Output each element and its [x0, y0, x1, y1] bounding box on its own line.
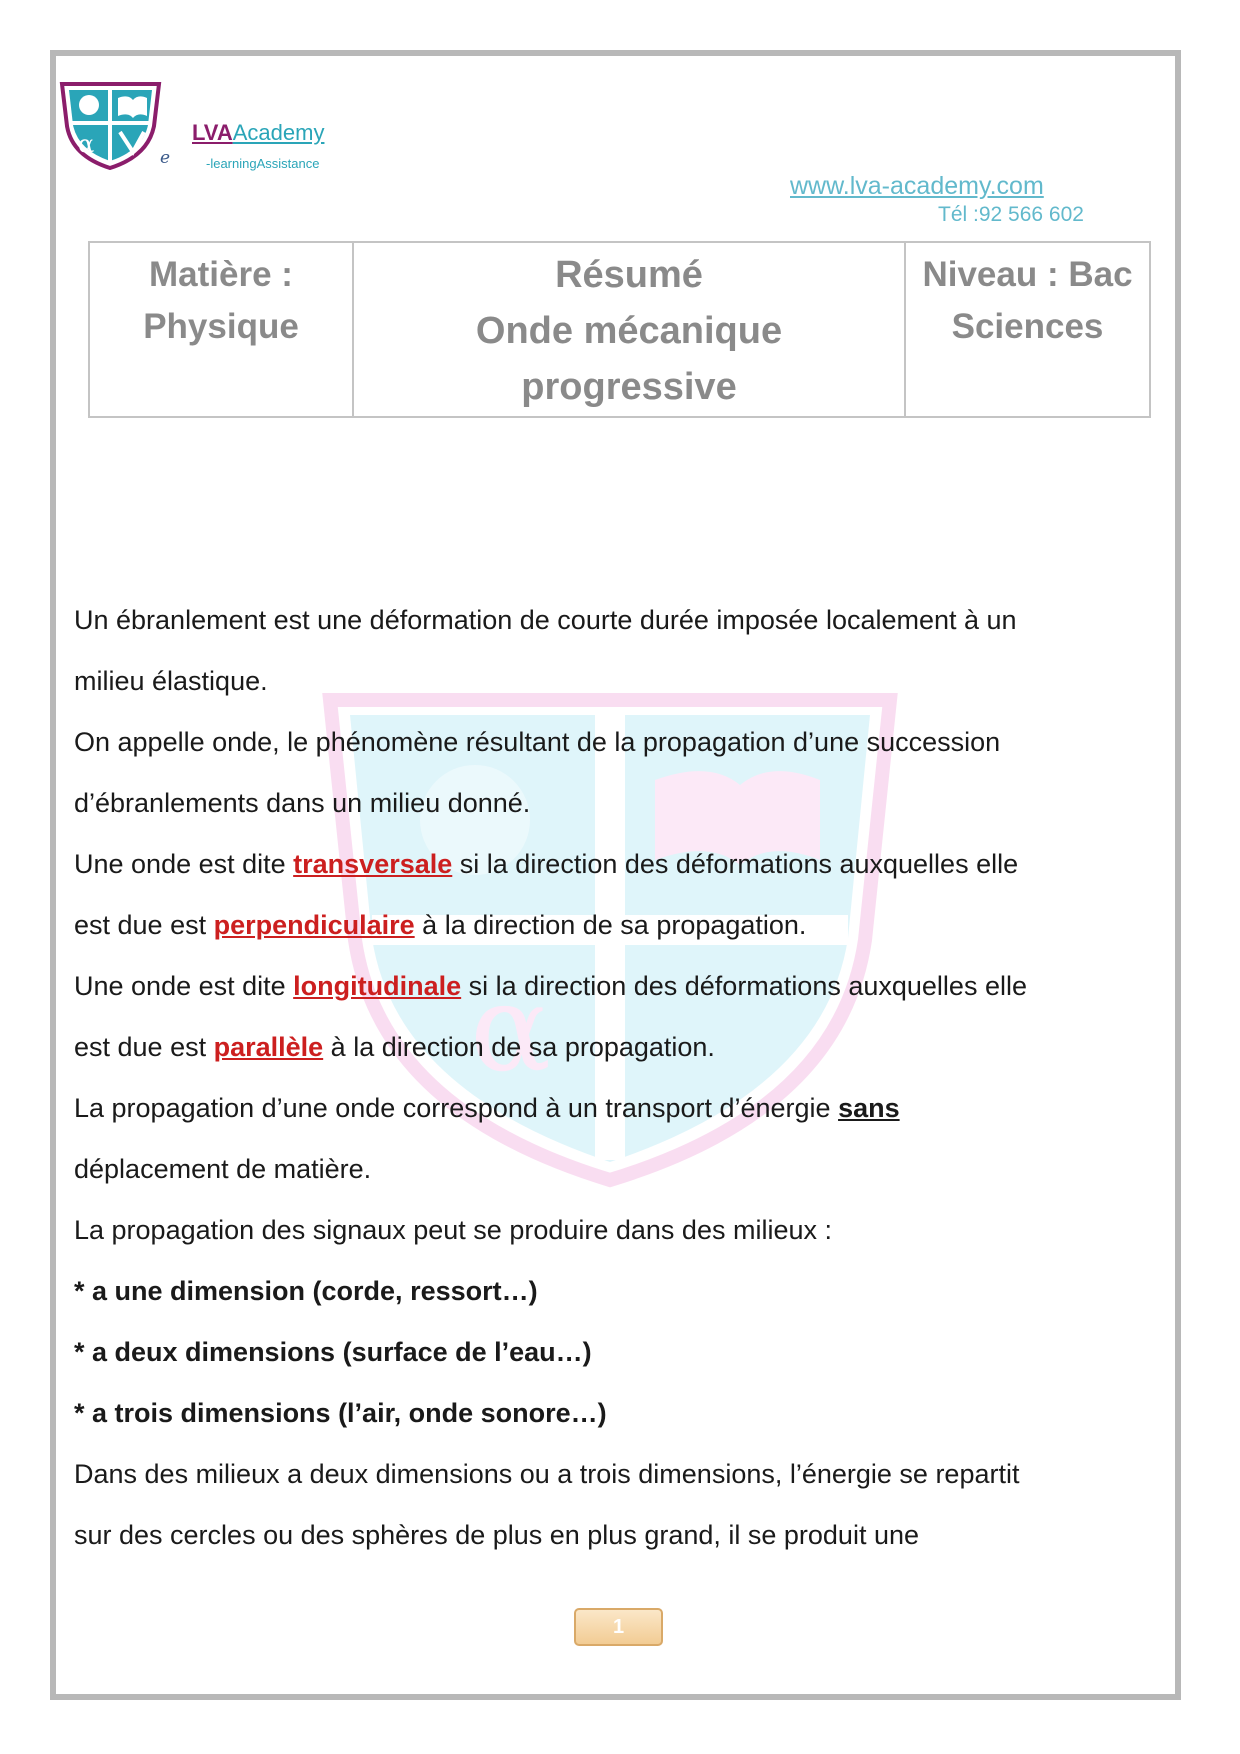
- text-segment: à la direction de sa propagation.: [323, 1032, 715, 1062]
- brand-suffix: Academy: [232, 120, 325, 145]
- text-segment: Une onde est dite: [74, 849, 294, 879]
- list-item: * a trois dimensions (l’air, onde sonore…): [74, 1398, 607, 1428]
- subject-cell: [89, 242, 353, 417]
- text-line: [74, 956, 1154, 1017]
- text-segment: si la direction des déformations auxquelles elle: [452, 849, 1019, 879]
- keyword-longitudinale: longitudinale: [293, 971, 462, 1001]
- text-segment: si la direction des déformations auxquelles elle: [461, 971, 1027, 1001]
- level-cell: [905, 242, 1150, 417]
- text-segment: est due est: [74, 910, 214, 940]
- svg-text:α: α: [470, 960, 552, 1099]
- summary-text: [74, 590, 1154, 1566]
- svg-text:α: α: [78, 130, 95, 158]
- keyword-sans: sans: [838, 1093, 900, 1123]
- text-segment: Une onde est dite: [74, 971, 294, 1001]
- text-segment: est due est: [74, 1032, 214, 1062]
- keyword-transversale: transversale: [293, 849, 453, 879]
- brand-tagline: -learningAssistance: [206, 156, 320, 171]
- text-segment: à la direction de sa propagation.: [414, 910, 807, 940]
- keyword-perpendiculaire: perpendiculaire: [213, 910, 415, 940]
- website-link[interactable]: www.lva-academy.com: [790, 172, 1044, 200]
- text-segment: La propagation d’une onde correspond à un transport d’énergie: [74, 1093, 839, 1123]
- info-table: [88, 241, 1151, 418]
- text-line: déplacement de matière.: [74, 1154, 372, 1184]
- level-label: Niveau : Bac: [922, 255, 1133, 294]
- logo-e-letter: e: [160, 148, 171, 168]
- text-line: On appelle onde, le phénomène résultant de la propagation d’une succession: [74, 727, 1001, 757]
- text-line: La propagation des signaux peut se produire dans des milieux :: [74, 1215, 832, 1245]
- phone-number: Tél :92 566 602: [938, 203, 1084, 226]
- brand-name: [192, 120, 324, 146]
- brand-prefix: LVA: [192, 120, 233, 145]
- text-line: [74, 1017, 1154, 1078]
- doc-title-line1: Onde mécanique: [475, 310, 783, 352]
- text-line: milieu élastique.: [74, 666, 268, 696]
- text-line: [74, 1078, 1154, 1139]
- text-line: [74, 834, 1154, 895]
- level-value: Sciences: [951, 307, 1104, 346]
- text-line: Un ébranlement est une déformation de courte durée imposée localement à un: [74, 605, 1017, 635]
- text-line: [74, 895, 1154, 956]
- list-item: * a deux dimensions (surface de l’eau…): [74, 1337, 592, 1367]
- doc-title-line2: progressive: [521, 366, 737, 408]
- page-number-badge: 1: [574, 1608, 663, 1646]
- text-line: sur des cercles ou des sphères de plus en plus grand, il se produit une: [74, 1520, 920, 1550]
- text-line: Dans des milieux a deux dimensions ou a trois dimensions, l’énergie se repartit: [74, 1459, 1020, 1489]
- keyword-parallele: parallèle: [213, 1032, 324, 1062]
- subject-value: Physique: [143, 307, 299, 346]
- subject-label: Matière :: [149, 255, 293, 294]
- lva-academy-logo: [58, 80, 163, 170]
- title-cell: [353, 242, 905, 417]
- text-line: d’ébranlements dans un milieu donné.: [74, 788, 531, 818]
- doc-type: Résumé: [555, 254, 703, 296]
- list-item: * a une dimension (corde, ressort…): [74, 1276, 538, 1306]
